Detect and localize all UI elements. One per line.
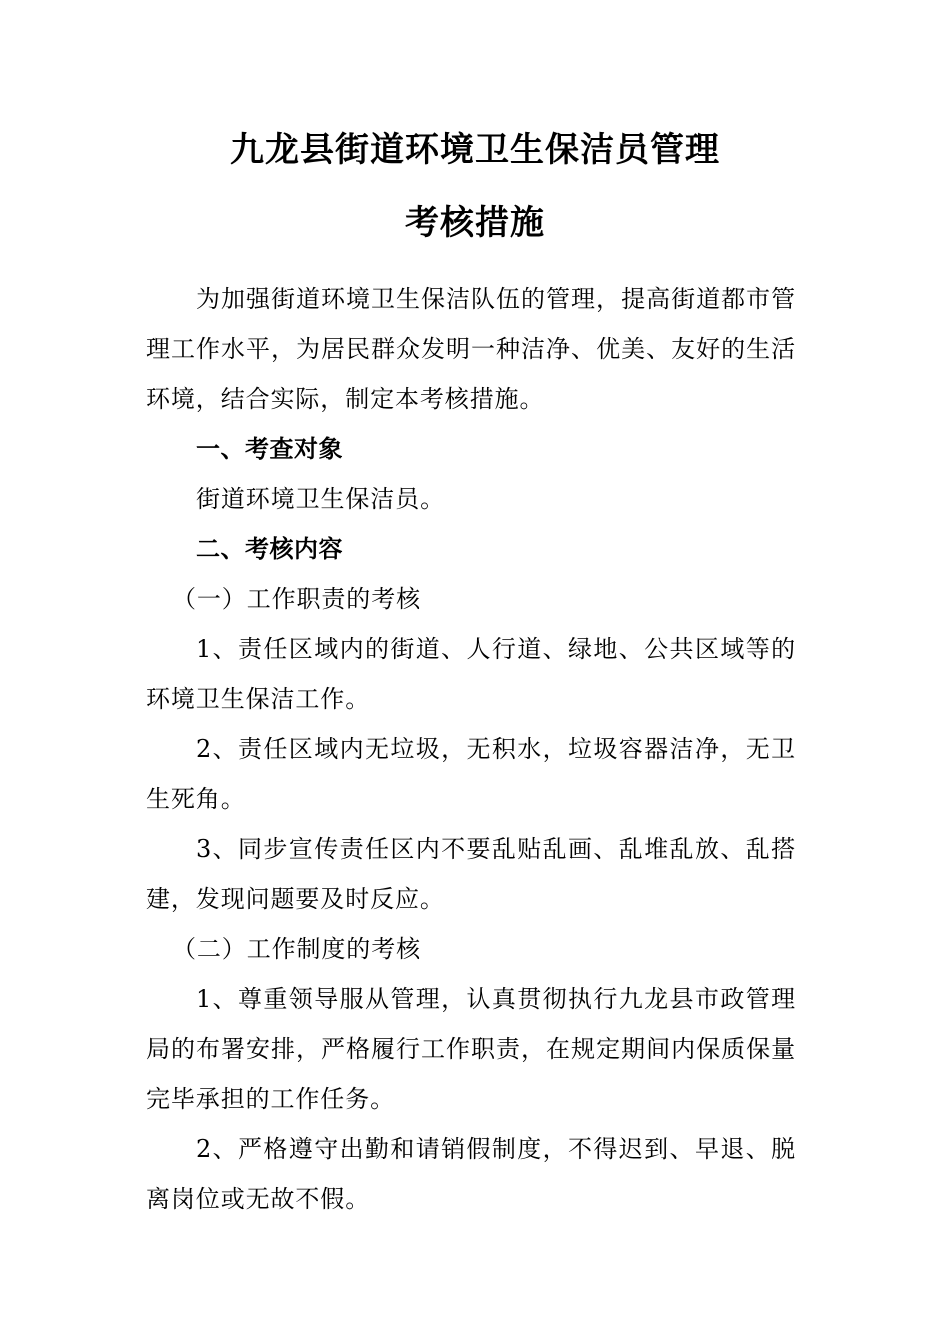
subsection-1-item: 2、责任区域内无垃圾，无积水，垃圾容器洁净，无卫生死角。	[146, 735, 796, 813]
subsection-2-item: 1、尊重领导服从管理，认真贯彻执行九龙县市政管理局的布署安排，严格履行工作职责，在规定期间内保质保量完毕承担的工作任务。	[146, 985, 796, 1113]
section-2-heading: 二、考核内容	[196, 535, 343, 563]
section-1-text: 街道环境卫生保洁员。	[196, 485, 445, 513]
document-title-line-1: 九龙县街道环境卫生保洁员管理	[230, 130, 720, 170]
document-title-line-2: 考核措施	[405, 203, 545, 243]
intro-paragraph: 为加强街道环境卫生保洁队伍的管理，提高街道都市管理工作水平，为居民群众发明一种洁净、优美、友好的生活环境，结合实际，制定本考核措施。	[146, 285, 796, 413]
subsection-1-item: 3、同步宣传责任区内不要乱贴乱画、乱堆乱放、乱搭建，发现问题要及时反应。	[146, 835, 796, 913]
subsection-2-heading: （二）工作制度的考核	[172, 935, 421, 963]
section-1-heading: 一、考查对象	[196, 435, 343, 463]
subsection-1-item: 1、责任区域内的街道、人行道、绿地、公共区域等的环境卫生保洁工作。	[146, 635, 796, 713]
subsection-1-heading: （一）工作职责的考核	[172, 585, 421, 613]
subsection-2-item: 2、严格遵守出勤和请销假制度，不得迟到、早退、脱离岗位或无故不假。	[146, 1135, 796, 1213]
document-body	[146, 274, 796, 1224]
